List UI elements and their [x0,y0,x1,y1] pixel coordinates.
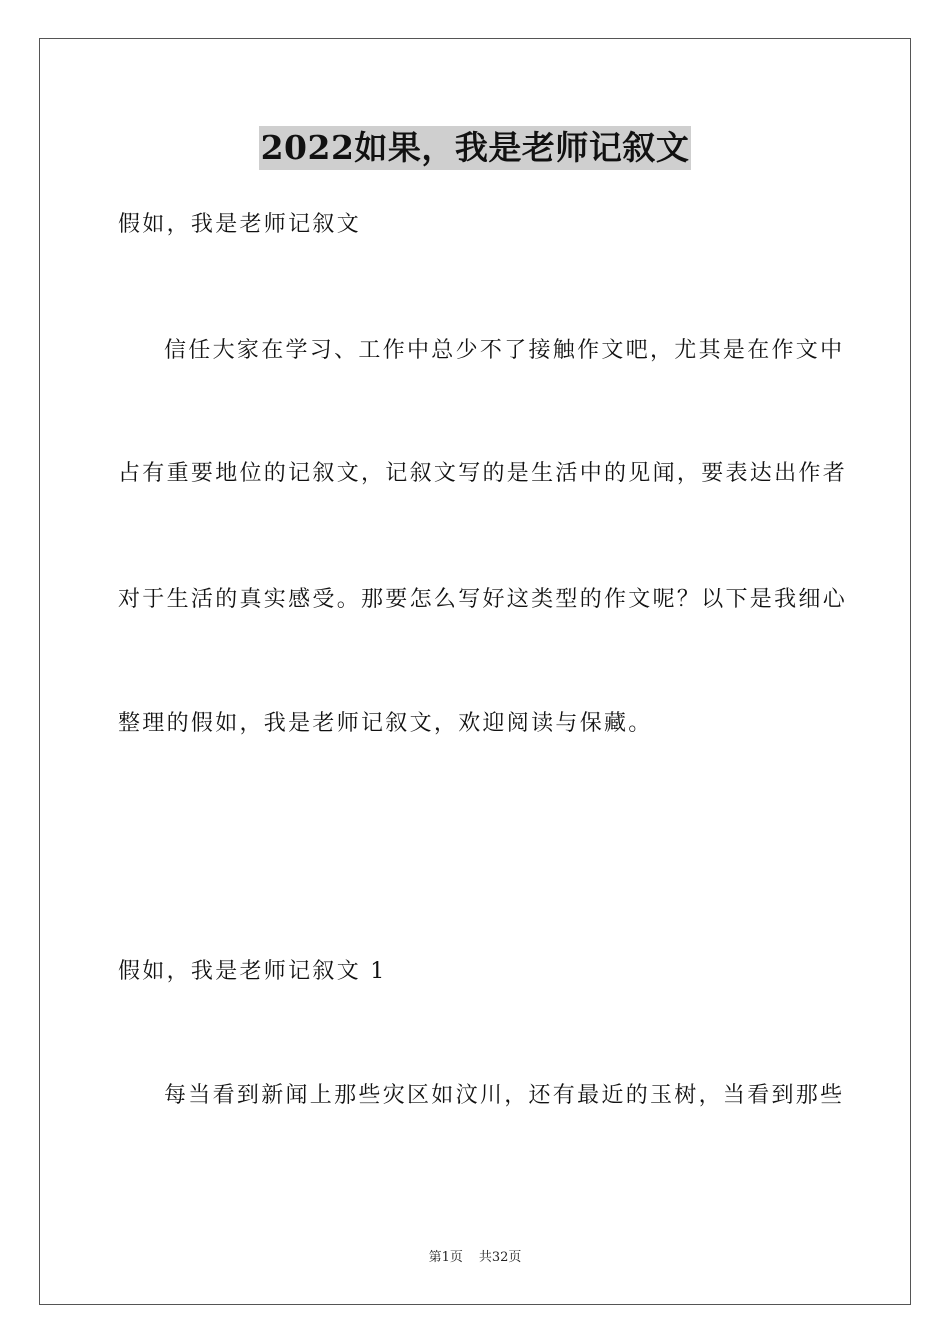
page-number: 第1页 [428,1250,463,1265]
paragraph-line-3: 对于生活的真实感受。那要怎么写好这类型的作文呢？以下是我细心 [118,587,848,612]
page-total: 共32页 [478,1250,522,1265]
section-heading: 假如，我是老师记叙文 1 [118,959,387,984]
page-footer [0,1249,950,1267]
document-title: 2022如果，我是老师记叙文 [259,126,692,170]
paragraph-line-5: 每当看到新闻上那些灾区如汶川，还有最近的玉树，当看到那些 [164,1083,845,1108]
title-container [0,126,950,170]
paragraph-line-1: 信任大家在学习、工作中总少不了接触作文吧，尤其是在作文中 [164,338,845,363]
subtitle-line: 假如，我是老师记叙文 [118,212,362,237]
paragraph-line-4: 整理的假如，我是老师记叙文，欢迎阅读与保藏。 [118,711,653,736]
paragraph-line-2: 占有重要地位的记叙文，记叙文写的是生活中的见闻，要表达出作者 [118,461,848,486]
